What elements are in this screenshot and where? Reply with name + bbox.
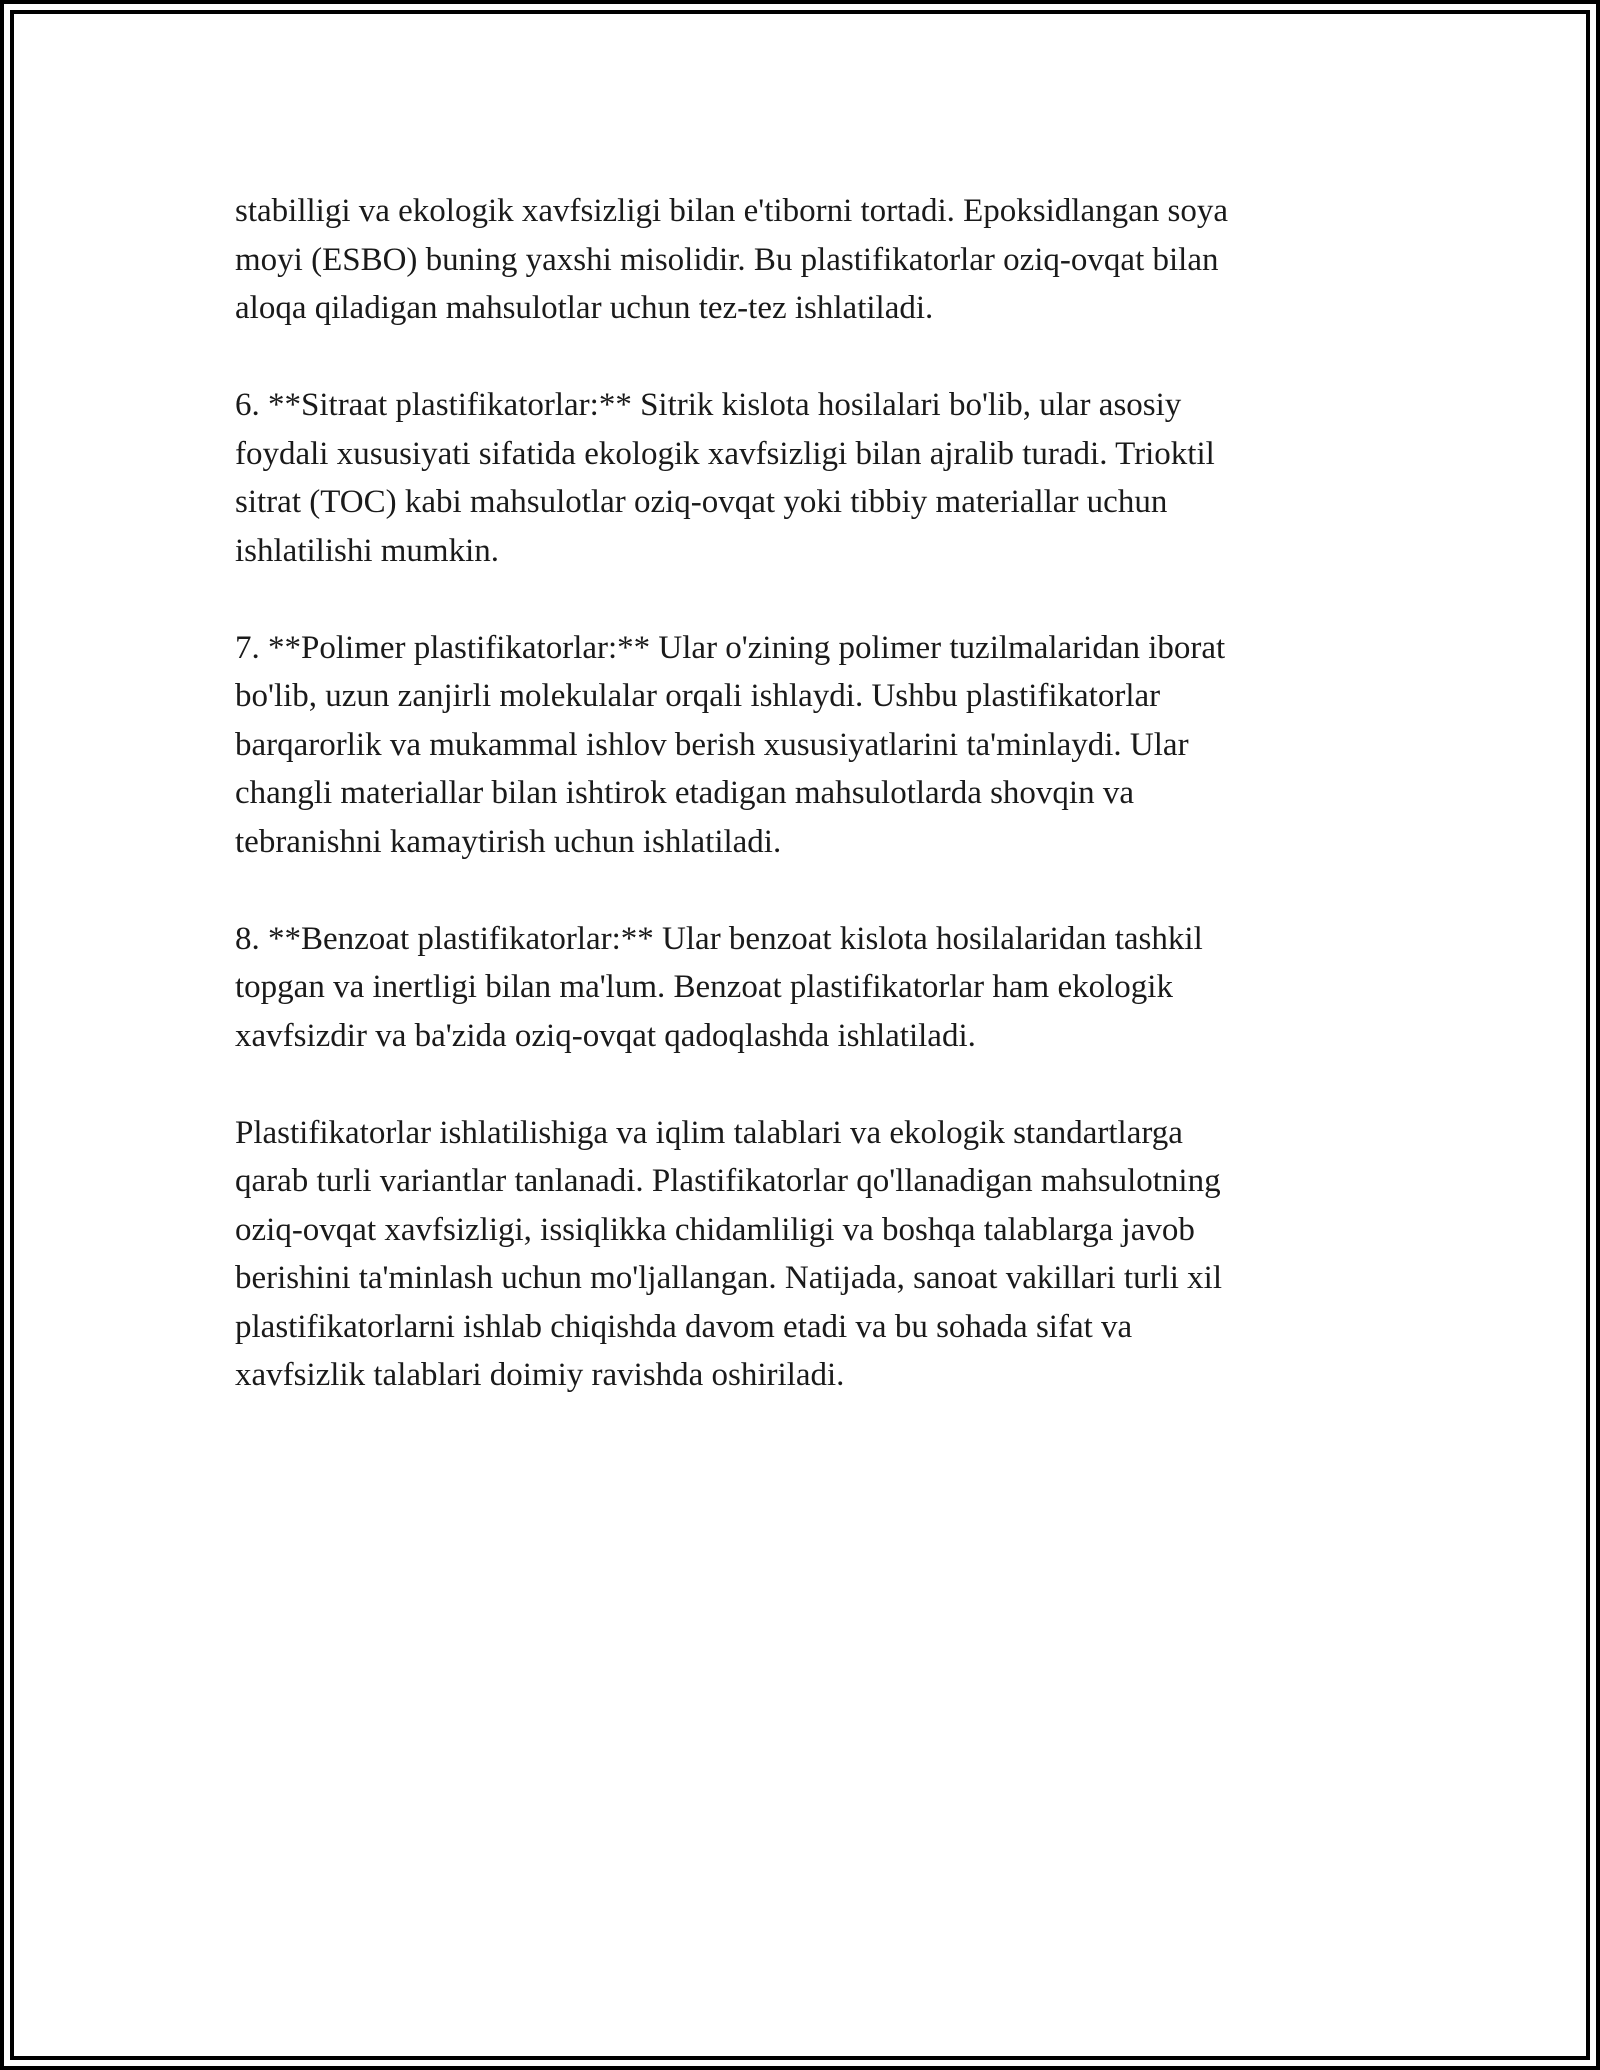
paragraph-esbo-continuation: stabilligi va ekologik xavfsizligi bilan e'tiborni tortadi. Epoksidlangan soya moyi (ESBO) buning yaxshi misolidir. Bu plastifikatorlar oziq-ovqat bilan aloqa qiladigan mahsulotlar uchun tez-tez ishlatiladi.: [235, 193, 1229, 326]
paragraph-polymer-plasticizers: 7. **Polimer plastifikatorlar:** Ular o'zining polimer tuzilmalaridan iborat bo'lib, uzun zanjirli molekulalar orqali ishlaydi. Ushbu plastifikatorlar barqarorlik va mukammal ishlov berish xususiyatlarini ta'minlaydi. Ular changli materiallar bilan ishtirok etadigan mahsulotlarda shovqin va tebranishni kamaytirish uchun ishlatiladi.: [235, 629, 1226, 860]
paragraph-conclusion: Plastifikatorlar ishlatilishiga va iqlim talablari va ekologik standartlarga qarab turli variantlar tanlanadi. Plastifikatorlar qo'llanadigan mahsulotning oziq-ovqat xavfsizligi, issiqlikka chidamliligi va boshqa talablarga javob berishini ta'minlash uchun mo'ljallangan. Natijada, sanoat vakillari turli xil plastifikatorlarni ishlab chiqishda davom etadi va bu sohada sifat va xavfsizlik talablari doimiy ravishda oshiriladi.: [235, 1114, 1222, 1393]
document-body: [235, 187, 1355, 1448]
paragraph-citrate-plasticizers: 6. **Sitraat plastifikatorlar:** Sitrik kislota hosilalari bo'lib, ular asosiy foydali xususiyati sifatida ekologik xavfsizligi bilan ajralib turadi. Trioktil sitrat (TOC) kabi mahsulotlar oziq-ovqat yoki tibbiy materiallar uchun ishlatilishi mumkin.: [235, 387, 1215, 569]
paragraph-benzoate-plasticizers: 8. **Benzoat plastifikatorlar:** Ular benzoat kislota hosilalaridan tashkil topgan va inertligi bilan ma'lum. Benzoat plastifikatorlar ham ekologik xavfsizdir va ba'zida oziq-ovqat qadoqlashda ishlatiladi.: [235, 920, 1203, 1054]
